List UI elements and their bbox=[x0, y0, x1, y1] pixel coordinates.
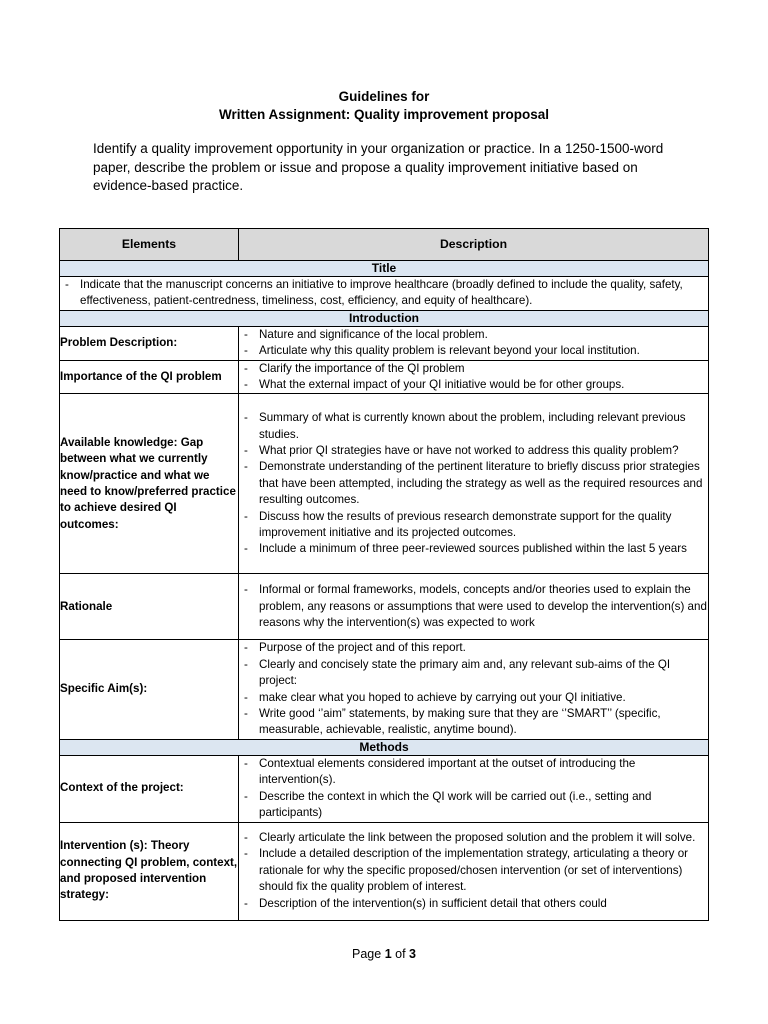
bullet: - Discuss how the results of previous research demonstrate support for the quality improvement initiative and its projected outcomes. bbox=[239, 509, 708, 542]
table-header-row bbox=[60, 229, 709, 261]
bullet: - What the external impact of your QI initiative would be for other groups. bbox=[239, 377, 708, 393]
bullet: - Demonstrate understanding of the pertinent literature to briefly discuss prior strategies that have been attempted, including the strategy as well as the required resources and resulting outcomes. bbox=[239, 459, 708, 508]
table-row bbox=[60, 755, 709, 822]
section-methods: Methods bbox=[60, 739, 709, 755]
bullet: - Description of the intervention(s) in sufficient detail that others could bbox=[239, 896, 708, 912]
bullet: - make clear what you hoped to achieve by carrying out your QI initiative. bbox=[239, 690, 708, 706]
element-label: Context of the project: bbox=[60, 755, 239, 822]
header-description: Description bbox=[239, 229, 709, 261]
page-number bbox=[0, 947, 768, 961]
table-row bbox=[60, 822, 709, 920]
element-label: Importance of the QI problem bbox=[60, 360, 239, 394]
assignment-instructions: Identify a quality improvement opportunity in your organization or practice. In a 1250-1500-word paper, describe the problem or issue and propose a quality improvement initiative based on evidence-based practice. bbox=[93, 141, 664, 193]
bullet: - Articulate why this quality problem is relevant beyond your local institution. bbox=[239, 343, 708, 359]
bullet: - What prior QI strategies have or have not worked to address this quality problem? bbox=[239, 443, 708, 459]
bullet: - Summary of what is currently known about the problem, including relevant previous studies. bbox=[239, 410, 708, 443]
section-title: Title bbox=[60, 261, 709, 277]
page-of-label: of bbox=[395, 947, 406, 961]
element-label: Rationale bbox=[60, 574, 239, 640]
total-pages: 3 bbox=[409, 947, 416, 961]
bullet: - Write good ‘’aim” statements, by making sure that they are ‘’SMART’’ (specific, measurable, achievable, realistic, anytime bound). bbox=[239, 706, 708, 739]
table-row bbox=[60, 277, 709, 311]
bullet: - Clarify the importance of the QI problem bbox=[239, 361, 708, 377]
bullet: - Describe the context in which the QI work will be carried out (i.e., setting and participants) bbox=[239, 789, 708, 822]
table-row bbox=[60, 326, 709, 360]
section-introduction: Introduction bbox=[60, 310, 709, 326]
header-elements: Elements bbox=[60, 229, 239, 261]
element-label: Problem Description: bbox=[60, 326, 239, 360]
element-label: Intervention (s): Theory connecting QI problem, context, and proposed intervention strategy: bbox=[60, 822, 239, 920]
bullet: - Purpose of the project and of this report. bbox=[239, 640, 708, 656]
title-bullet: - Indicate that the manuscript concerns an initiative to improve healthcare (broadly defined to include the quality, safety, effectiveness, patient-centredness, timeliness, cost, efficiency, and equity of healthcare). bbox=[60, 277, 708, 310]
element-label: Specific Aim(s): bbox=[60, 640, 239, 739]
document-title-line-1: Guidelines for bbox=[338, 89, 430, 104]
bullet: - Contextual elements considered important at the outset of introducing the intervention(s). bbox=[239, 756, 708, 789]
table-row bbox=[60, 360, 709, 394]
bullet: - Clearly and concisely state the primary aim and, any relevant sub-aims of the QI project: bbox=[239, 657, 708, 690]
page-label: Page bbox=[352, 947, 382, 961]
bullet: - Include a minimum of three peer-reviewed sources published within the last 5 years bbox=[239, 541, 708, 557]
bullet: - Nature and significance of the local problem. bbox=[239, 327, 708, 343]
current-page: 1 bbox=[384, 947, 392, 961]
guidelines-table bbox=[59, 228, 709, 921]
table-row bbox=[60, 574, 709, 640]
element-label: Available knowledge: Gap between what we currently know/practice and what we need to know/preferred practice to achieve desired QI outcomes: bbox=[60, 394, 239, 574]
table-row bbox=[60, 394, 709, 574]
document-title-line-2: Written Assignment: Quality improvement proposal bbox=[218, 107, 550, 122]
table-row bbox=[60, 640, 709, 739]
bullet: - Informal or formal frameworks, models, concepts and/or theories used to explain the problem, any reasons or assumptions that were used to develop the intervention(s) and reasons why the intervention(s) was expected to work bbox=[239, 582, 708, 631]
bullet: - Include a detailed description of the implementation strategy, articulating a theory or rationale for why the specific proposed/chosen intervention (or set of interventions) should fix the quality problem of interest. bbox=[239, 846, 708, 895]
bullet: - Clearly articulate the link between the proposed solution and the problem it will solve. bbox=[239, 830, 708, 846]
